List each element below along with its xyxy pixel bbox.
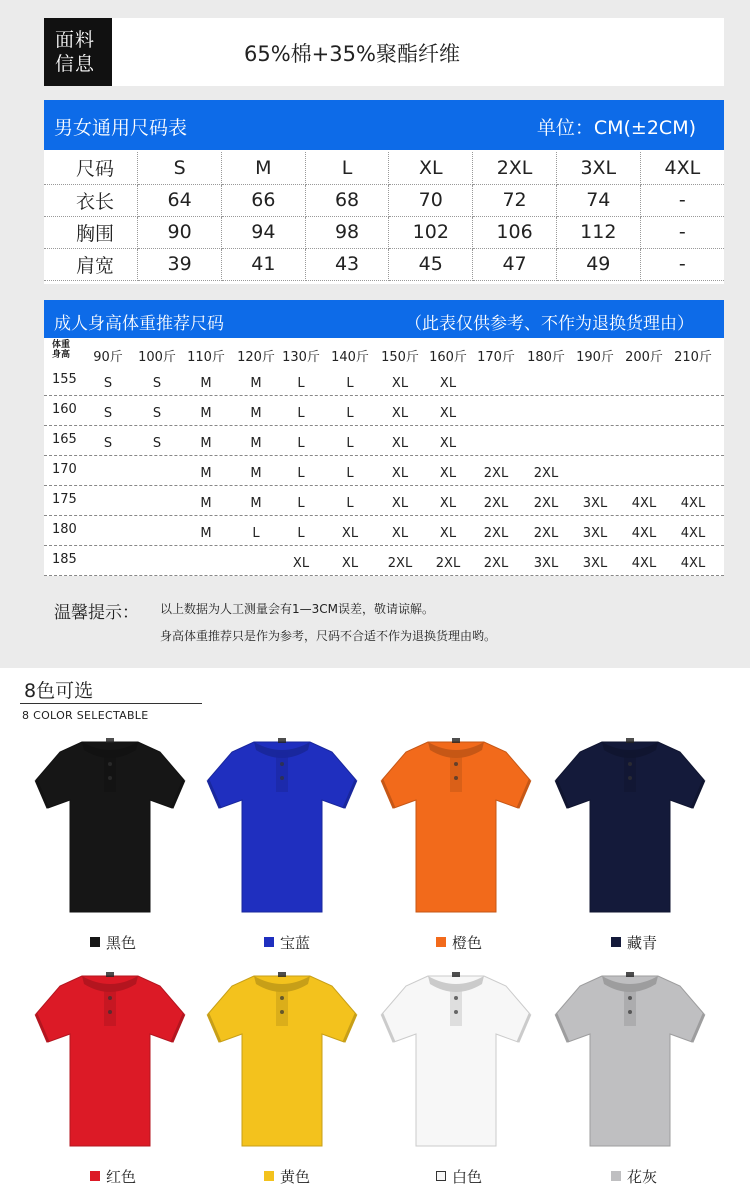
recommended-size: L — [346, 436, 354, 451]
weight-column-label: 120斤 — [237, 350, 275, 365]
recommended-size: M — [200, 376, 212, 391]
recommended-size: 3XL — [582, 496, 608, 511]
recommended-size: XL — [391, 406, 409, 421]
size-cell: - — [640, 216, 724, 248]
size-cell: 43 — [305, 248, 389, 280]
recommend-row — [44, 456, 724, 486]
size-cell: 39 — [138, 248, 222, 280]
recommended-size: 4XL — [680, 496, 706, 511]
height-label: 155 — [52, 372, 77, 387]
color-name: 红色 — [106, 1168, 137, 1186]
size-row — [44, 248, 724, 280]
size-cell: M — [221, 152, 305, 184]
size-cell: 94 — [221, 216, 305, 248]
size-cell: 47 — [473, 248, 557, 280]
recommended-size: XL — [391, 526, 409, 541]
size-cell: 41 — [221, 248, 305, 280]
recommended-size: XL — [439, 406, 457, 421]
weight-column-label: 170斤 — [477, 350, 515, 365]
height-label: 165 — [52, 432, 77, 447]
notes-line1: 以上数据为人工测量会有1—3CM误差，敬请谅解。 — [160, 602, 435, 616]
recommended-size: 4XL — [680, 556, 706, 571]
color-swatch-label — [611, 1166, 657, 1187]
recommended-size: 3XL — [582, 556, 608, 571]
recommended-size: S — [152, 406, 162, 421]
color-swatch-label — [611, 932, 657, 953]
recommend-title: 成人身高体重推荐尺码 — [54, 314, 224, 334]
recommended-size: S — [103, 406, 113, 421]
polo-shirt-icon — [30, 962, 190, 1152]
colors-subtitle: 8 COLOR SELECTABLE — [22, 709, 149, 722]
recommended-size: XL — [391, 496, 409, 511]
recommended-size: 4XL — [680, 526, 706, 541]
fabric-composition: 65%棉+35%聚酯纤维 — [244, 42, 460, 66]
recommend-row — [44, 396, 724, 426]
weight-column-label: 180斤 — [527, 350, 565, 365]
color-square-icon — [436, 1171, 446, 1181]
size-cell: 68 — [305, 184, 389, 216]
size-cell: 2XL — [473, 152, 557, 184]
recommended-size: L — [297, 376, 305, 391]
recommended-size: 2XL — [435, 556, 461, 571]
colors-title: 8色可选 — [24, 680, 94, 702]
size-cell: - — [640, 248, 724, 280]
size-cell: 49 — [556, 248, 640, 280]
recommended-size: XL — [439, 376, 457, 391]
weight-column-label: 190斤 — [576, 350, 614, 365]
recommend-weight-header — [44, 340, 724, 366]
recommended-size: 2XL — [483, 466, 509, 481]
recommended-size: 4XL — [631, 526, 657, 541]
polo-shirt-image — [550, 962, 710, 1152]
height-label: 160 — [52, 402, 77, 417]
size-cell: 66 — [221, 184, 305, 216]
size-cell: 90 — [138, 216, 222, 248]
polo-shirt-image — [376, 728, 536, 918]
recommended-size: 3XL — [582, 526, 608, 541]
recommended-size: 2XL — [533, 526, 559, 541]
fabric-info-box — [44, 18, 724, 86]
size-cell: XL — [389, 152, 473, 184]
polo-shirt-icon — [202, 962, 362, 1152]
recommended-size: S — [103, 436, 113, 451]
size-row-label: 胸围 — [44, 216, 138, 248]
height-label: 185 — [52, 552, 77, 567]
size-row-label: 肩宽 — [44, 248, 138, 280]
size-cell: 102 — [389, 216, 473, 248]
polo-shirt-image — [30, 962, 190, 1152]
corner-weight: 体重 — [52, 340, 71, 350]
polo-shirt-icon — [550, 728, 710, 918]
recommended-size: 4XL — [631, 496, 657, 511]
recommend-row — [44, 546, 724, 576]
recommended-size: S — [152, 376, 162, 391]
recommended-size: 3XL — [533, 556, 559, 571]
corner-height: 身高 — [52, 350, 71, 360]
weight-column-label: 210斤 — [674, 350, 712, 365]
polo-shirt-image — [202, 728, 362, 918]
height-label: 170 — [52, 462, 77, 477]
recommended-size: M — [250, 436, 262, 451]
size-chart-title: 男女通用尺码表 — [54, 117, 188, 139]
color-square-icon — [436, 937, 446, 947]
recommended-size: L — [346, 376, 354, 391]
polo-shirt-icon — [376, 962, 536, 1152]
recommended-size: L — [297, 466, 305, 481]
color-square-icon — [611, 1171, 621, 1181]
recommended-size: XL — [391, 436, 409, 451]
color-square-icon — [90, 1171, 100, 1181]
recommend-row — [44, 486, 724, 516]
color-swatch-label — [436, 932, 482, 953]
recommended-size: M — [200, 526, 212, 541]
recommended-size: XL — [341, 526, 359, 541]
polo-shirt-image — [550, 728, 710, 918]
colors-divider — [20, 703, 202, 704]
weight-column-label: 150斤 — [381, 350, 419, 365]
recommended-size: M — [250, 376, 262, 391]
size-row — [44, 184, 724, 216]
recommend-row — [44, 366, 724, 396]
size-cell: L — [305, 152, 389, 184]
recommended-size: S — [103, 376, 113, 391]
recommend-note: （此表仅供参考、不作为退换货理由） — [405, 314, 694, 334]
weight-column-label: 200斤 — [625, 350, 663, 365]
height-label: 180 — [52, 522, 77, 537]
recommended-size: L — [297, 496, 305, 511]
color-swatch-label — [90, 932, 136, 953]
recommended-size: L — [252, 526, 260, 541]
recommended-size: 2XL — [483, 496, 509, 511]
recommended-size: S — [152, 436, 162, 451]
recommended-size: M — [250, 496, 262, 511]
notes-line2: 身高体重推荐只是作为参考，尺码不合适不作为退换货理由哟。 — [160, 629, 497, 643]
color-swatch-label — [436, 1166, 482, 1187]
color-name: 花灰 — [627, 1168, 658, 1186]
fabric-label-line1: 面料 — [55, 29, 96, 51]
recommend-corner-label — [52, 340, 70, 360]
weight-column-label: 130斤 — [282, 350, 320, 365]
polo-shirt-icon — [376, 728, 536, 918]
recommended-size: L — [297, 436, 305, 451]
size-row-label: 尺码 — [44, 152, 138, 184]
recommend-card — [44, 300, 724, 576]
recommended-size: 2XL — [387, 556, 413, 571]
size-cell: 70 — [389, 184, 473, 216]
recommended-size: L — [346, 406, 354, 421]
size-chart-card — [44, 100, 724, 284]
recommend-header — [44, 300, 724, 338]
size-cell: 112 — [556, 216, 640, 248]
color-swatch-label — [264, 1166, 310, 1187]
size-chart-table — [44, 152, 724, 281]
recommended-size: 2XL — [483, 526, 509, 541]
size-cell: 45 — [389, 248, 473, 280]
color-name: 藏青 — [627, 934, 658, 952]
polo-shirt-image — [376, 962, 536, 1152]
size-cell: - — [640, 184, 724, 216]
recommend-row — [44, 426, 724, 456]
size-cell: 74 — [556, 184, 640, 216]
recommended-size: M — [250, 406, 262, 421]
weight-column-label: 160斤 — [429, 350, 467, 365]
recommended-size: 2XL — [533, 466, 559, 481]
size-cell: 98 — [305, 216, 389, 248]
recommended-size: XL — [292, 556, 310, 571]
size-row-label: 衣长 — [44, 184, 138, 216]
recommended-size: L — [346, 496, 354, 511]
size-cell: 4XL — [640, 152, 724, 184]
recommended-size: XL — [391, 376, 409, 391]
weight-column-label: 140斤 — [331, 350, 369, 365]
recommended-size: XL — [439, 496, 457, 511]
size-row — [44, 152, 724, 184]
size-cell: 72 — [473, 184, 557, 216]
size-row — [44, 216, 724, 248]
polo-shirt-image — [30, 728, 190, 918]
color-square-icon — [90, 937, 100, 947]
polo-shirt-icon — [30, 728, 190, 918]
weight-column-label: 100斤 — [138, 350, 176, 365]
recommended-size: 4XL — [631, 556, 657, 571]
recommended-size: M — [200, 436, 212, 451]
color-name: 白色 — [452, 1168, 483, 1186]
recommended-size: M — [200, 496, 212, 511]
polo-shirt-icon — [550, 962, 710, 1152]
color-square-icon — [264, 1171, 274, 1181]
height-label: 175 — [52, 492, 77, 507]
recommend-row — [44, 516, 724, 546]
weight-column-label: 110斤 — [187, 350, 225, 365]
recommended-size: L — [346, 466, 354, 481]
color-name: 黑色 — [106, 934, 137, 952]
recommended-size: XL — [439, 526, 457, 541]
weight-column-label: 90斤 — [93, 350, 123, 365]
notes-title: 温馨提示： — [54, 603, 139, 623]
color-swatch-label — [90, 1166, 136, 1187]
recommended-size: L — [297, 526, 305, 541]
size-cell: S — [138, 152, 222, 184]
color-name: 黄色 — [280, 1168, 311, 1186]
size-chart-header — [44, 100, 724, 150]
recommended-size: 2XL — [533, 496, 559, 511]
recommended-size: L — [297, 406, 305, 421]
size-chart-unit: 单位：CM(±2CM) — [536, 117, 696, 139]
recommended-size: XL — [439, 466, 457, 481]
recommended-size: XL — [439, 436, 457, 451]
polo-shirt-icon — [202, 728, 362, 918]
color-square-icon — [264, 937, 274, 947]
recommended-size: M — [200, 466, 212, 481]
color-swatch-label — [264, 932, 310, 953]
color-name: 橙色 — [452, 934, 483, 952]
polo-shirt-image — [202, 962, 362, 1152]
recommended-size: 2XL — [483, 556, 509, 571]
recommended-size: XL — [391, 466, 409, 481]
size-cell: 106 — [473, 216, 557, 248]
color-name: 宝蓝 — [280, 934, 311, 952]
recommended-size: M — [250, 466, 262, 481]
size-cell: 64 — [138, 184, 222, 216]
recommended-size: XL — [341, 556, 359, 571]
fabric-label-line2: 信息 — [55, 53, 96, 75]
recommended-size: M — [200, 406, 212, 421]
size-cell: 3XL — [556, 152, 640, 184]
color-square-icon — [611, 937, 621, 947]
fabric-info-label — [44, 18, 112, 86]
